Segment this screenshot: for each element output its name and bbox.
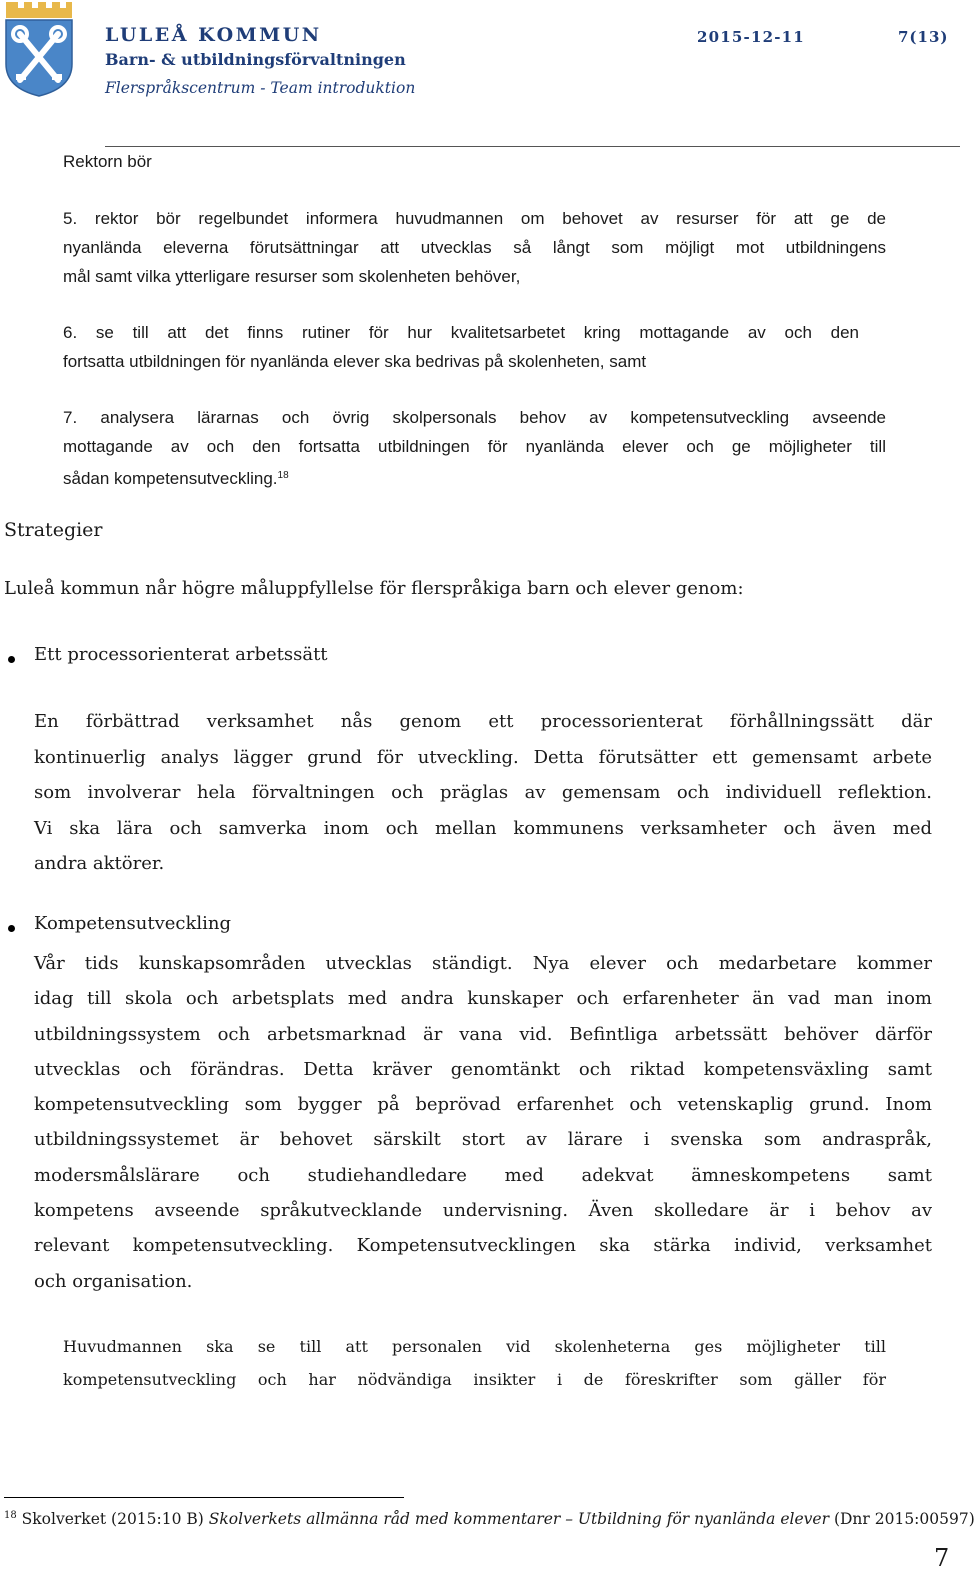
lulea-coat-of-arms-logo: [4, 0, 74, 98]
competence-title: Kompetensutveckling: [34, 913, 232, 934]
competence-line: idag till skola och arbetsplats med andra kunskaper och erfarenheter än vad man inom: [34, 988, 932, 1010]
competence-line: utvecklas och förändras. Detta kräver genomtänkt och riktad kompetensväxling samt: [34, 1058, 932, 1080]
team-name: Flerspråkscentrum - Team introduktion: [105, 79, 416, 97]
competence-line: relevant kompetensutveckling. Kompetensutvecklingen ska stärka individ, verksamhet: [34, 1235, 932, 1257]
competence-line: modersmålslärare och studiehandledare med adekvat ämneskompetens samt: [34, 1164, 932, 1186]
process-line: som involverar hela förvaltningen och präglas av gemensam och individuell reflektion.: [34, 782, 932, 803]
footnote-title: Skolverkets allmänna råd med kommentarer – Utbildning för nyanlända elever: [208, 1510, 829, 1528]
footnote: [4, 1510, 975, 1528]
competence-paragraph: [34, 946, 932, 1299]
rector-item-7-text: sådan kompetensutveckling.: [63, 469, 278, 488]
process-line: kontinuerlig analys lägger grund för utveckling. Detta förutsätter ett gemensamt arbete: [34, 746, 932, 768]
department-name: Barn- & utbildningsförvaltningen: [105, 50, 406, 69]
strategies-heading: Strategier: [4, 519, 103, 541]
rector-item-6-line: 6. se till att det finns rutiner för hur kvalitetsarbetet kring mottagande av och den: [63, 323, 859, 342]
rector-item-6: [63, 318, 859, 376]
competence-line: Vår tids kunskapsområden utvecklas ständigt. Nya elever och medarbetare kommer: [34, 953, 932, 974]
strategies-intro: Luleå kommun når högre måluppfyllelse för flerspråkiga barn och elever genom:: [4, 578, 744, 599]
competence-line: utbildningssystemet är behovet särskilt stort av lärare i svenska som andraspråk,: [34, 1129, 932, 1151]
process-title: Ett processorienterat arbetssätt: [34, 644, 328, 665]
rector-item-5: [63, 204, 886, 291]
footnote-suffix: (Dnr 2015:00597): [833, 1510, 975, 1528]
process-paragraph: [34, 704, 932, 882]
rector-item-7-line: 7. analysera lärarnas och övrig skolpersonals behov av kompetensutveckling avseende: [63, 408, 886, 427]
rector-heading: Rektorn bör: [63, 152, 152, 171]
principal-line: kompetensutveckling och har nödvändiga insikter i de föreskrifter som gäller för: [63, 1370, 886, 1389]
rector-item-6-line: fortsatta utbildningen för nyanlända elever ska bedrivas på skolenheten, samt: [63, 352, 647, 371]
bullet-dot: [8, 656, 15, 663]
rector-item-7-line: mottagande av och den fortsatta utbildningen för nyanlända elever och ge möjligheter till: [63, 437, 886, 456]
rector-item-7: [63, 403, 886, 493]
competence-line: kompetens avseende språkutvecklande undervisning. Även skolledare är i behov av: [34, 1200, 932, 1222]
footnote-ref[interactable]: 18: [277, 470, 289, 481]
process-line: En förbättrad verksamhet nås genom ett processorienterat förhållningssätt där: [34, 711, 932, 732]
org-name: LULEÅ KOMMUN: [105, 24, 322, 46]
page-of-total: 7(13): [898, 28, 949, 46]
rector-item-7-line: [63, 461, 886, 493]
document-date: 2015-12-11: [697, 28, 805, 46]
rector-item-5-line: nyanlända eleverna förutsättningar att utvecklas så långt som möjligt mot utbildningens: [63, 238, 886, 257]
competence-line: och organisation.: [34, 1270, 193, 1292]
bullet-dot: [8, 925, 15, 932]
header-divider: [105, 146, 960, 147]
rector-item-5-line: mål samt vilka ytterligare resurser som skolenheten behöver,: [63, 267, 521, 286]
competence-line: utbildningssystem och arbetsmarknad är vana vid. Befintliga arbetssätt behöver därför: [34, 1023, 932, 1045]
footnote-prefix: Skolverket (2015:10 B): [21, 1510, 204, 1528]
process-line: andra aktörer.: [34, 853, 165, 874]
footnote-number: 18: [4, 1510, 17, 1521]
process-line: Vi ska lära och samverka inom och mellan kommunens verksamheter och även med: [34, 817, 932, 839]
principal-paragraph: [63, 1330, 886, 1396]
rector-item-5-line: 5. rektor bör regelbundet informera huvudmannen om behovet av resurser för att ge de: [63, 209, 886, 228]
page-number: 7: [934, 1544, 950, 1572]
competence-line: kompetensutveckling som bygger på beprövad erfarenhet och vetenskaplig grund. Inom: [34, 1094, 932, 1116]
principal-line: Huvudmannen ska se till att personalen vid skolenheterna ges möjligheter till: [63, 1337, 886, 1356]
footnote-divider: [4, 1497, 404, 1498]
